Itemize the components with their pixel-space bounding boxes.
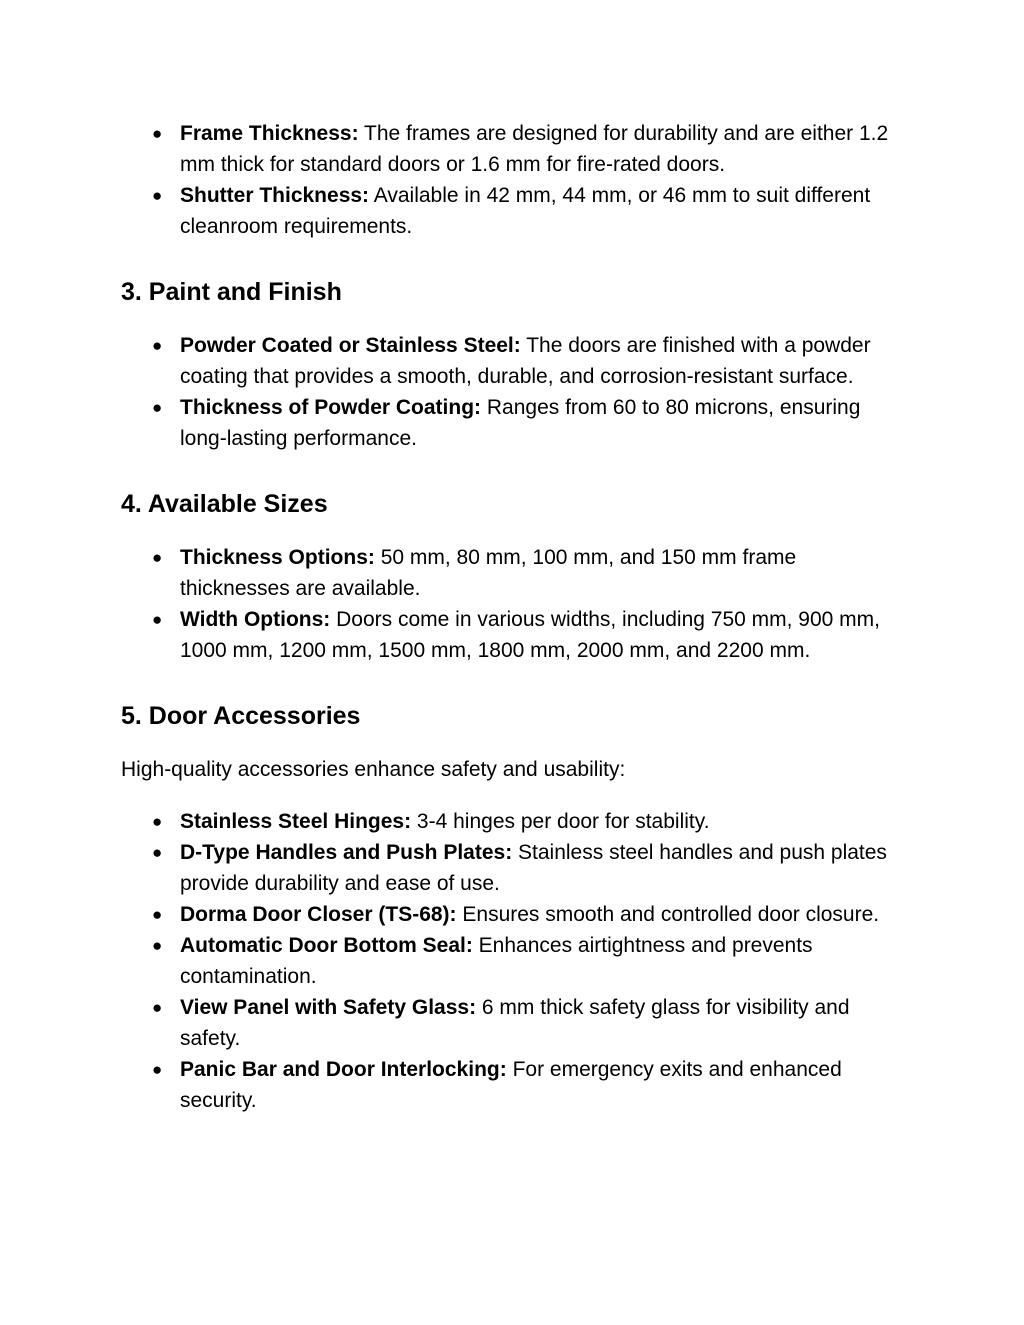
bullet-icon: ● [152, 1060, 163, 1079]
bullet-icon: ● [152, 186, 163, 205]
list-item-text: The frames are designed for durability and are either 1.2 mm thick for standard doors or 1.6 mm for fire-rated doors. [180, 122, 889, 176]
list-item-text: Doors come in various widths, including 750 mm, 900 mm, 1000 mm, 1200 mm, 1500 mm, 1800 mm, 2000 mm, and 2200 mm. [180, 608, 881, 662]
list-item [121, 837, 911, 899]
list-item-text: The doors are finished with a powder coating that provides a smooth, durable, and corrosion-resistant surface. [180, 334, 871, 388]
list-item-text: Ranges from 60 to 80 microns, ensuring long-lasting performance. [180, 396, 861, 450]
list-item [121, 806, 911, 837]
door-accessories-list [121, 806, 911, 1116]
list-item-term: Powder Coated or Stainless Steel: [180, 334, 521, 357]
list-item [121, 392, 911, 454]
door-accessories-intro: High-quality accessories enhance safety and usability: [121, 758, 626, 781]
list-item-text: 6 mm thick safety glass for visibility and safety. [180, 996, 850, 1050]
paint-finish-list [121, 330, 911, 454]
list-item-term: Dorma Door Closer (TS-68): [180, 903, 457, 926]
bullet-icon: ● [152, 812, 163, 831]
list-item-text: Enhances airtightness and prevents contamination. [180, 934, 813, 988]
bullet-icon: ● [152, 548, 163, 567]
list-item-term: Frame Thickness: [180, 122, 359, 145]
list-item-term: Shutter Thickness: [180, 184, 370, 207]
list-item [121, 899, 911, 930]
bullet-icon: ● [152, 610, 163, 629]
thickness-list [121, 118, 911, 242]
bullet-icon: ● [152, 398, 163, 417]
list-item [121, 330, 911, 392]
list-item [121, 604, 911, 666]
list-item-term: View Panel with Safety Glass: [180, 996, 477, 1019]
list-item-term: Thickness Options: [180, 546, 375, 569]
list-item [121, 992, 911, 1054]
list-item-term: Stainless Steel Hinges: [180, 810, 412, 833]
section-heading-available-sizes: 4. Available Sizes [121, 490, 328, 518]
list-item-text: 3-4 hinges per door for stability. [411, 810, 710, 833]
list-item-text: For emergency exits and enhanced security. [180, 1058, 842, 1112]
list-item [121, 1054, 911, 1116]
list-item [121, 118, 911, 180]
list-item-term: Thickness of Powder Coating: [180, 396, 482, 419]
bullet-icon: ● [152, 336, 163, 355]
list-item-text: Stainless steel handles and push plates provide durability and ease of use. [180, 841, 887, 895]
list-item [121, 542, 911, 604]
document-content [121, 118, 911, 1116]
list-item-text: Available in 42 mm, 44 mm, or 46 mm to suit different cleanroom requirements. [180, 184, 871, 238]
list-item-text: 50 mm, 80 mm, 100 mm, and 150 mm frame thicknesses are available. [180, 546, 797, 600]
list-item-text: Ensures smooth and controlled door closure. [456, 903, 880, 926]
list-item [121, 180, 911, 242]
bullet-icon: ● [152, 998, 163, 1017]
bullet-icon: ● [152, 124, 163, 143]
bullet-icon: ● [152, 936, 163, 955]
list-item-term: Automatic Door Bottom Seal: [180, 934, 473, 957]
bullet-icon: ● [152, 905, 163, 924]
list-item-term: D-Type Handles and Push Plates: [180, 841, 513, 864]
list-item [121, 930, 911, 992]
list-item-term: Panic Bar and Door Interlocking: [180, 1058, 507, 1081]
section-heading-door-accessories: 5. Door Accessories [121, 702, 361, 730]
section-heading-paint-finish: 3. Paint and Finish [121, 278, 342, 306]
bullet-icon: ● [152, 843, 163, 862]
list-item-term: Width Options: [180, 608, 331, 631]
available-sizes-list [121, 542, 911, 666]
